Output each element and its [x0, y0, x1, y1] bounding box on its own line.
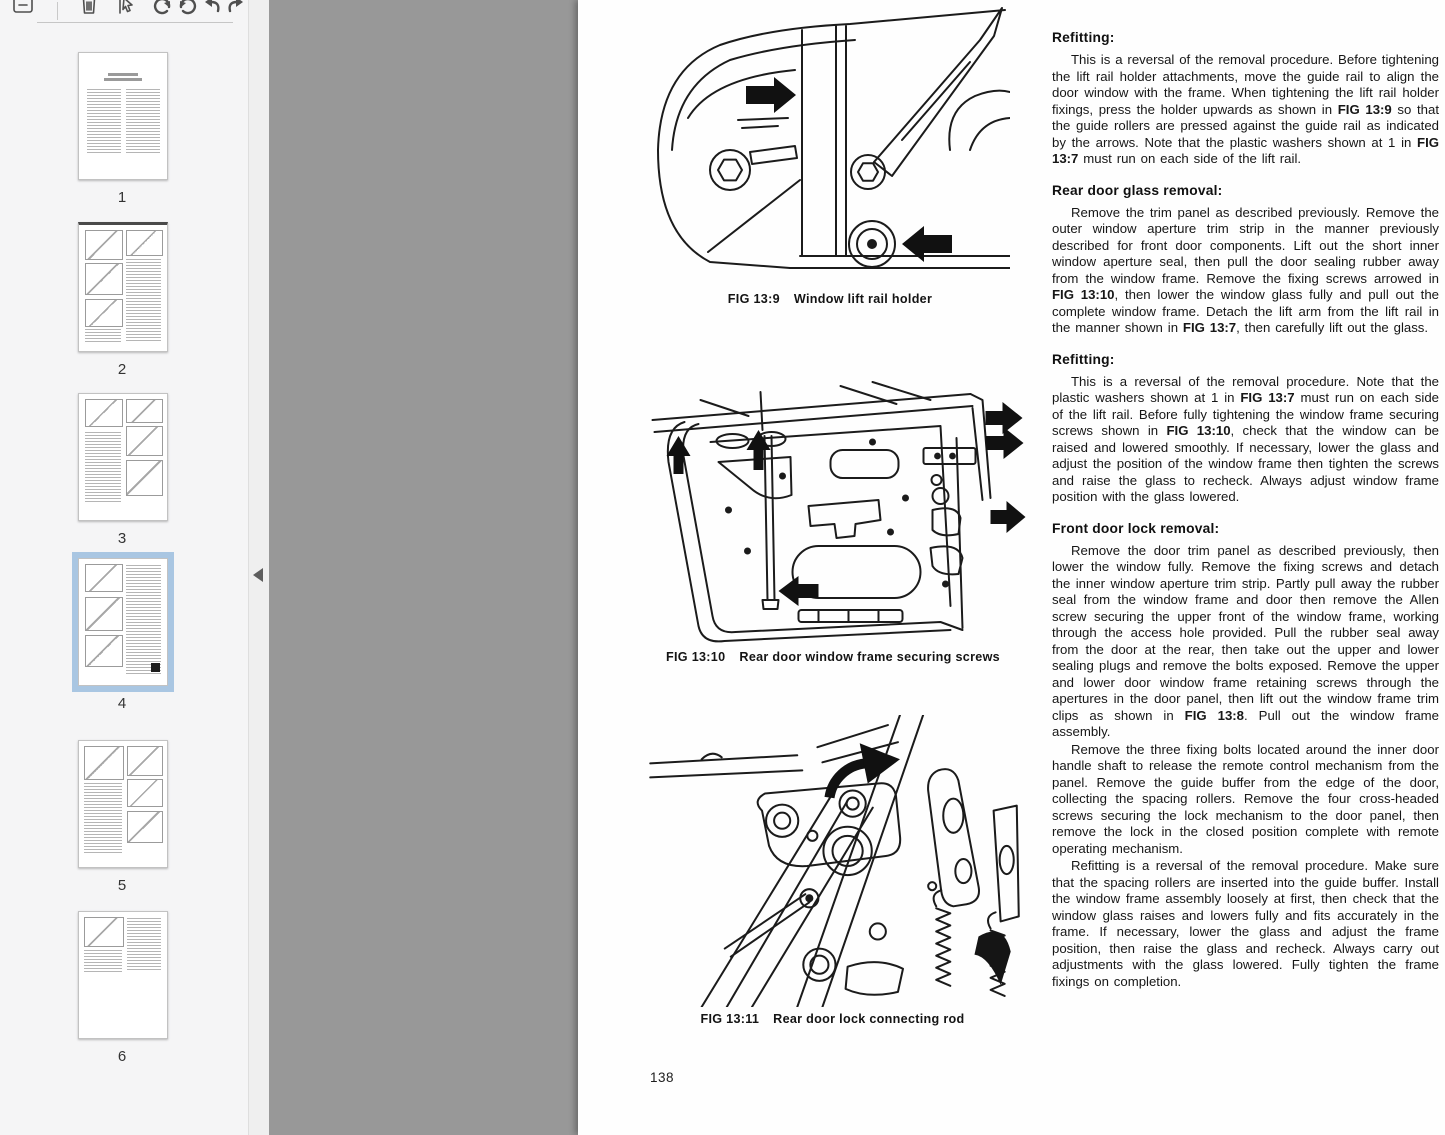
thumbnail-sidebar — [0, 0, 248, 1135]
text-column — [1052, 30, 1439, 991]
thumbnail-page-preview — [78, 52, 168, 180]
page-select-icon[interactable] — [112, 0, 138, 17]
rotate-right-icon[interactable] — [174, 0, 200, 17]
figure-13-10-caption — [638, 650, 1028, 664]
thumb-content-block — [126, 426, 163, 456]
caption-fig-label: FIG 13:11 — [700, 1012, 760, 1026]
figure-13-10-drawing — [638, 378, 1028, 645]
thumb-content-block — [104, 78, 142, 81]
thumb-content-block — [84, 783, 122, 853]
section-heading-refitting-1: Refitting: — [1052, 30, 1115, 45]
thumb-content-block — [127, 746, 163, 776]
thumb-content-block — [127, 779, 163, 807]
thumbnail-page-2[interactable] — [78, 222, 166, 378]
thumb-content-block — [85, 263, 123, 295]
thumb-content-block — [85, 432, 121, 504]
viewer-background — [268, 0, 1445, 1135]
paragraph: Remove the door trim panel as described previously, then lower the window fully. Remove the fixing screws and detach the inner window aperture trim strip. Partly pull away the rubber seal from the window frame and door then remove the Allen screw securing the upper front of the window frame, working through the access hole provided. Pull the rubber seal away from the door at the rear, then take out the upper and lower sealing plugs and remove the bolts exposed. Remove the upper and lower door window frame retaining screws through the apertures in the door panel, then lift out the window frame trim clips as shown in FIG 13:8. Pull out the window frame assembly. — [1052, 542, 1439, 739]
thumb-content-block — [126, 565, 161, 675]
thumb-content-block — [127, 811, 163, 843]
sidebar-collapse-arrow[interactable] — [253, 568, 263, 582]
figure-13-9-drawing — [650, 0, 1010, 288]
thumbnail-page-number: 6 — [117, 1048, 127, 1065]
thumbnail-page-number: 4 — [117, 695, 127, 712]
thumb-content-block — [84, 950, 122, 974]
thumbnail-page-number: 1 — [117, 189, 127, 206]
toolbar-rule — [37, 22, 233, 23]
thumb-content-block — [85, 564, 123, 592]
toolbar-divider — [57, 2, 58, 20]
paragraph: This is a reversal of the removal procedure. Before tightening the lift rail holder attachments, move the guide rail to align the door window with the frame. When tightening the lift rail holder fixings, press the holder upwards as shown in FIG 13:9 so that the guide rollers are pressed against the guide rail as indicated by the arrows. Note that the plastic washers shown at 1 in FIG 13:7 must run on each side of the lift rail. — [1052, 52, 1439, 166]
thumb-content-block — [85, 635, 123, 667]
thumbnail-page-preview — [78, 558, 168, 686]
paragraph: Remove the three fixing bolts located around the inner door handle shaft to release the remote control mechanism from the panel. Remove the guide buffer from the edge of the door, collecting the spacing rollers. Remove the four cross-headed screws securing the lock mechanism to the door panel, then remove the lock in the closed position complete with remote operating mechanism. — [1052, 741, 1439, 856]
caption-text: Window lift rail holder — [793, 292, 933, 306]
thumbnail-page-3[interactable] — [78, 393, 166, 547]
document-page — [578, 0, 1445, 1135]
thumbnail-page-preview — [78, 740, 168, 868]
thumbnail-page-number: 3 — [117, 530, 127, 547]
thumb-content-block — [126, 230, 163, 256]
paragraph: This is a reversal of the removal procedure. Note that the plastic washers shown at 1 in FIG 13:7 must run on each side of the lift rail. Before fully tightening the window frame securing screws shown in FIG 13:10, check that the window can be raised and lowered smoothly. If necessary, lower the glass and adjust the position of the window frame then tighten the screws and raise the glass to recheck. Always adjust window frame position with the glass lowered. — [1052, 373, 1439, 504]
figure-13-9-caption — [650, 292, 1010, 306]
thumb-content-block — [151, 663, 160, 672]
thumb-content-block — [85, 329, 121, 343]
thumb-content-block — [85, 399, 123, 427]
trash-icon[interactable] — [76, 0, 102, 17]
sidebar-toolbar — [0, 0, 248, 22]
markup-icon[interactable] — [10, 0, 36, 17]
thumb-content-block — [85, 299, 123, 327]
thumb-content-block — [126, 259, 161, 341]
page-number: 138 — [650, 1070, 675, 1085]
section-heading-refitting-2: Refitting: — [1052, 351, 1115, 367]
thumb-content-block — [84, 917, 124, 947]
paragraph: Refitting is a reversal of the removal procedure. Make sure that the spacing rollers are inserted into the guide buffer. Install the window frame assembly loosely at first, then check that the window glass raises and lowers fully and fits accurately in the frame. If necessary, lower the glass and adjust the frame position, then raise the glass and recheck. Always carry out adjustments with the glass lowered. Fully tighten the frame fixings on completion. — [1052, 858, 1439, 989]
thumb-content-block — [108, 73, 138, 76]
caption-fig-label: FIG 13:9 — [727, 292, 780, 306]
thumbnail-page-6[interactable] — [78, 911, 166, 1065]
section-heading-rear-door-glass-removal: Rear door glass removal: — [1052, 182, 1223, 198]
thumbnail-page-preview — [78, 222, 168, 352]
thumb-content-block — [87, 89, 121, 153]
thumbnail-page-number: 5 — [117, 877, 127, 894]
caption-text: Rear door window frame securing screws — [739, 650, 1000, 664]
thumbnail-page-5[interactable] — [78, 740, 166, 894]
thumbnail-page-preview — [78, 911, 168, 1039]
thumbnail-page-preview — [78, 393, 168, 521]
thumbnail-page-4[interactable] — [78, 558, 166, 712]
forward-icon[interactable] — [222, 0, 248, 17]
caption-text: Rear door lock connecting rod — [773, 1012, 965, 1026]
section-heading-front-door-lock-removal: Front door lock removal: — [1052, 520, 1220, 536]
figure-13-11-caption — [645, 1012, 1020, 1026]
caption-fig-label: FIG 13:10 — [666, 650, 726, 664]
thumb-content-block — [85, 230, 123, 260]
rotate-left-icon[interactable] — [150, 0, 176, 17]
thumb-content-block — [126, 460, 163, 496]
thumb-content-block — [126, 399, 163, 423]
sidebar-gutter — [248, 0, 269, 1135]
figure-13-11-drawing — [645, 715, 1020, 1007]
thumb-content-block — [84, 746, 124, 780]
thumb-content-block — [85, 597, 123, 631]
thumbnail-page-number: 2 — [117, 361, 127, 378]
thumb-content-block — [126, 89, 160, 153]
thumbnail-page-1[interactable] — [78, 52, 166, 206]
thumb-content-block — [127, 918, 161, 970]
paragraph: Remove the trim panel as described previously. Remove the outer window aperture trim strip in the manner previously described for front door components. Lift out the short inner window aperture seal, then pull the door sealing rubber away from the window frame. Remove the fixing screws arrowed in FIG 13:10, then lower the window glass fully and pull out the complete window frame. Detach the lift arm from the lift rail in the manner shown in FIG 13:7, then carefully lift out the glass. — [1052, 204, 1439, 335]
